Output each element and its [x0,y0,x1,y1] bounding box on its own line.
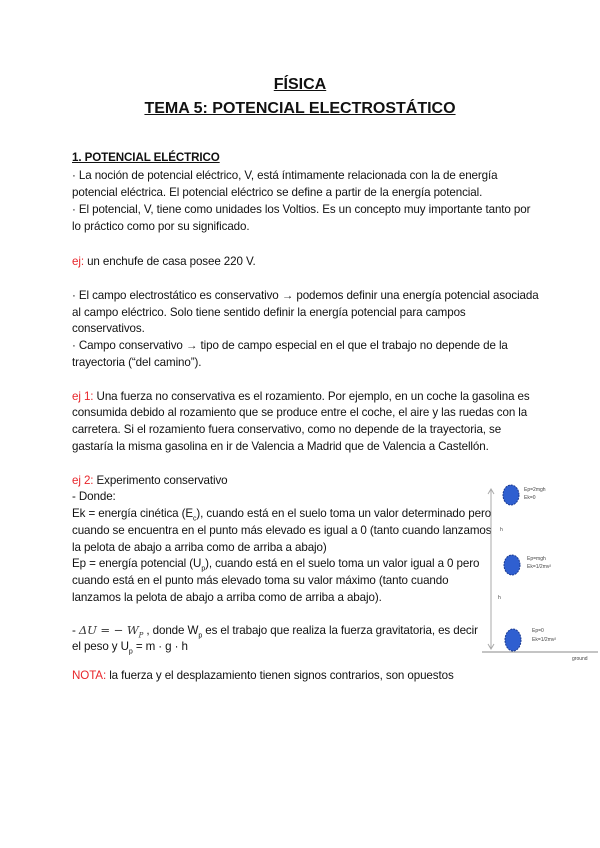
subscript: P [138,631,144,640]
example1-line [72,390,530,403]
text: , donde W [143,624,199,637]
paragraph-line: cuando está en el punto más elevado toma su valor máximo (tanto cuando [72,574,449,587]
text: Ek = energía cinética (E [72,507,194,520]
paragraph-line: al campo eléctrico. Solo tiene sentido definir la energía potencial para campos [72,306,466,319]
example2-label: ej 2: [72,474,94,487]
paragraph-line: trayectoria (“del camino”). [72,356,202,369]
example1-label: ej 1: [72,390,94,403]
paragraph-line: consumida debido al rozamiento que se produce entre el coche, el aire y las ruedas con la [72,406,528,419]
formula-line [72,640,188,655]
diagram-label: Ep=2mgh [524,487,546,493]
document-title: FÍSICA [273,76,327,93]
text: el peso y U [72,640,129,653]
diagram-label: Ep=mgh [527,556,546,562]
example-text: un enchufe de casa posee 220 V. [83,255,256,268]
paragraph-line: · La noción de potencial eléctrico, V, está íntimamente relacionada con la de energía [72,169,498,182]
text: Ep = energía potencial (U [72,557,202,570]
paragraph-line [72,507,491,522]
paragraph-line: · El campo electrostático es conservativo → podemos definir una energía potencial asociada [72,289,539,302]
paragraph-line: - Donde: [72,490,116,503]
paragraph-line: conservativos. [72,322,145,335]
formula [78,623,144,640]
paragraph-line: lanzamos la pelota de abajo a arriba como de arriba a abajo). [72,591,382,604]
paragraph-line: gastaría la misma gasolina en ir de Valencia a Madrid que de Valencia a Castellón. [72,440,489,453]
paragraph-line: cuando se encuentra en el punto más elevado es igual a 0 (tanto cuando lanzamos [72,524,492,537]
paragraph-line [72,557,479,572]
example2-title: Experimento conservativo [93,474,228,487]
example-line [72,255,256,268]
subscript: c [193,515,197,523]
example1-text: Una fuerza no conservativa es el rozamiento. Por ejemplo, en un coche la gasolina es [93,390,530,403]
paragraph-line: potencial eléctrica. El potencial eléctrico se define a partir de la energía potencial. [72,186,483,199]
paragraph-line: lo práctico como por su significado. [72,220,250,233]
diagram-label: Ek=1/2mv² [532,637,557,643]
diagram-label: h [498,595,501,601]
subscript: p [201,565,206,573]
diagram-label: Ek=1/2mv² [527,564,552,570]
paragraph-line: · El potencial, V, tiene como unidades los Voltios. Es un concepto muy importante tanto por [72,203,531,216]
document-subtitle: TEMA 5: POTENCIAL ELECTROSTÁTICO [144,100,456,117]
subscript: p [198,632,203,640]
example-label: ej: [72,255,84,268]
example2-line [72,474,228,487]
text: es el trabajo que realiza la fuerza gravitatoria, es decir [202,624,478,637]
section-heading: 1. POTENCIAL ELÉCTRICO [72,151,220,164]
diagram-label: ground [572,656,588,662]
text: ), cuando está en el suelo toma un valor determinado pero [196,507,492,520]
paragraph-line: · Campo conservativo → tipo de campo especial en el que el trabajo no depende de la [72,339,508,352]
diagram-label: Ek=0 [524,495,536,501]
subscript: p [128,648,133,656]
ball-energy-diagram [480,480,600,670]
text: = m · g · h [132,640,188,653]
formula-line [72,623,478,639]
note-line [72,669,454,682]
note-text: la fuerza y el desplazamiento tienen signos contrarios, son opuestos [106,669,454,682]
paragraph-line: carretera. Si el rozamiento fuera conservativo, como no depende de la trayectoria, se [72,423,502,436]
diagram-label: Ep=0 [532,628,544,634]
text: ), cuando está en el suelo toma un valor igual a 0 pero [205,557,480,570]
paragraph-line: la pelota de abajo a arriba como de arriba a abajo) [72,541,327,554]
diagram-label: h [500,527,503,533]
note-label: NOTA: [72,669,107,682]
text: - [72,624,79,637]
formula-text: ΔU = − W [78,623,139,637]
